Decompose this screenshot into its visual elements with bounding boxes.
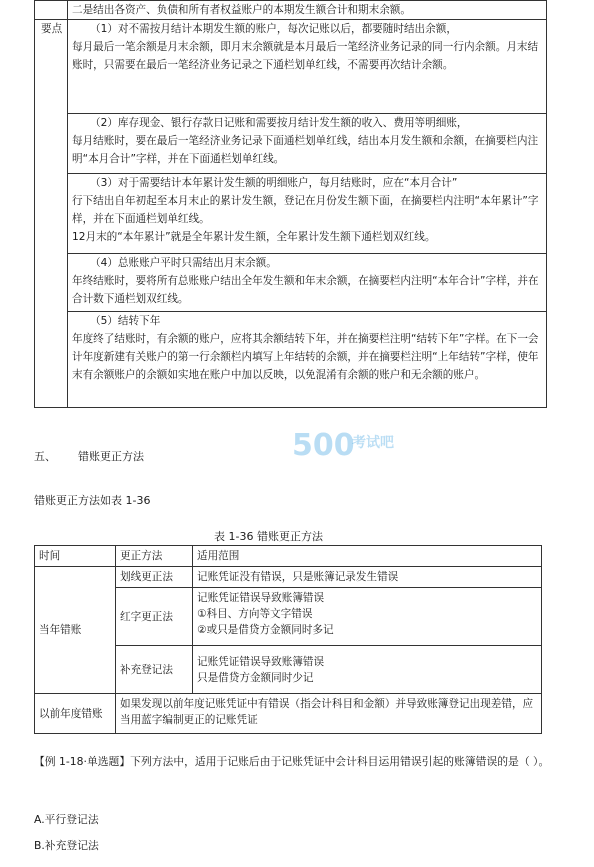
option-b: B.补充登记法 <box>34 839 99 852</box>
method-name: 划线更正法 <box>116 567 193 588</box>
table-caption: 表 1-36 错账更正方法 <box>214 530 323 543</box>
watermark-text: 考试吧 <box>352 435 394 451</box>
intro-text: 错账更正方法如表 1-36 <box>34 494 151 507</box>
row0-text: 二是结出各资产、负债和所有者权益账户的本期发生额合计和期末余额。 <box>68 1 547 20</box>
method-scope: 记账凭证错误导致账簿错误 ①科目、方向等文字错误 ②或只是借贷方金额同时多记 <box>193 588 542 646</box>
prior-year-scope: 如果发现以前年度记账凭证中有错误（指会计科目和金额）并导致账簿登记出现差错，应当用蓝字编制更正的记账凭证 <box>116 694 542 734</box>
watermark-digits: 500 <box>292 428 355 463</box>
section-number: 五、 <box>34 450 56 463</box>
header-time: 时间 <box>35 546 116 567</box>
point-2: （2）库存现金、银行存款日记账和需要按月结计发生额的收入、费用等明细账， 每月结账时，要在最后一笔经济业务记录下面通栏划单红线，结出本月发生额和余额，在摘要栏内注明“本月合计”字样，并在下面通栏划单红线。 <box>68 114 547 174</box>
correction-methods-table <box>34 545 542 734</box>
point-4: （4）总账账户平时只需结出月末余额。 年终结账时，要将所有总账账户结出全年发生额和年末余额，在摘要栏内注明“本年合计”字样，并在合计数下通栏划双红线。 <box>68 254 547 312</box>
method-name: 补充登记法 <box>116 646 193 694</box>
current-year-label: 当年错账 <box>35 567 116 694</box>
point-1: （1）对不需按月结计本期发生额的账户，每次记账以后，都要随时结出余额， 每月最后一笔余额是月末余额，即月末余额就是本月最后一笔经济业务记录的同一行内余额。月末结账时，只需要在最后一笔经济业务记录之下通栏划单红线，不需要再次结计余额。 <box>68 20 547 114</box>
option-a: A.平行登记法 <box>34 813 99 826</box>
points-label: 要点 <box>35 20 68 408</box>
method-scope: 记账凭证没有错误，只是账簿记录发生错误 <box>193 567 542 588</box>
site-watermark-logo <box>290 425 410 465</box>
point-3: （3）对于需要结计本年累计发生额的明细账户，每月结账时，应在“本月合计” 行下结出自年初起至本月末止的累计发生额，登记在月份发生额下面，在摘要栏内注明“本年累计”字样，并在下面通栏划单红线。 12月末的“本年累计”就是全年累计发生额，全年累计发生额下通栏划双红线。 <box>68 174 547 254</box>
header-method: 更正方法 <box>116 546 193 567</box>
prior-year-label: 以前年度错账 <box>35 694 116 734</box>
method-name: 红字更正法 <box>116 588 193 646</box>
blank-label-cell <box>35 1 68 20</box>
point-5: （5）结转下年 年度终了结账时，有余额的账户，应将其余额结转下年，并在摘要栏注明“结转下年”字样。在下一会计年度新建有关账户的第一行余额栏内填写上年结转的余额，并在摘要栏注明“上年结转”字样，使年末有余额账户的余额如实地在账户中加以反映，以免混淆有余额的账户和无余额的账户。 <box>68 312 547 408</box>
section-title: 错账更正方法 <box>78 450 144 463</box>
header-scope: 适用范围 <box>193 546 542 567</box>
method-scope: 记账凭证错误导致账簿错误 只是借贷方金额同时少记 <box>193 646 542 694</box>
example-question: 【例 1-18·单选题】下列方法中，适用于记账后由于记账凭证中会计科目运用错误引起的账簿错误的是（ ）。 <box>34 755 550 768</box>
ending-rules-table <box>34 0 547 408</box>
